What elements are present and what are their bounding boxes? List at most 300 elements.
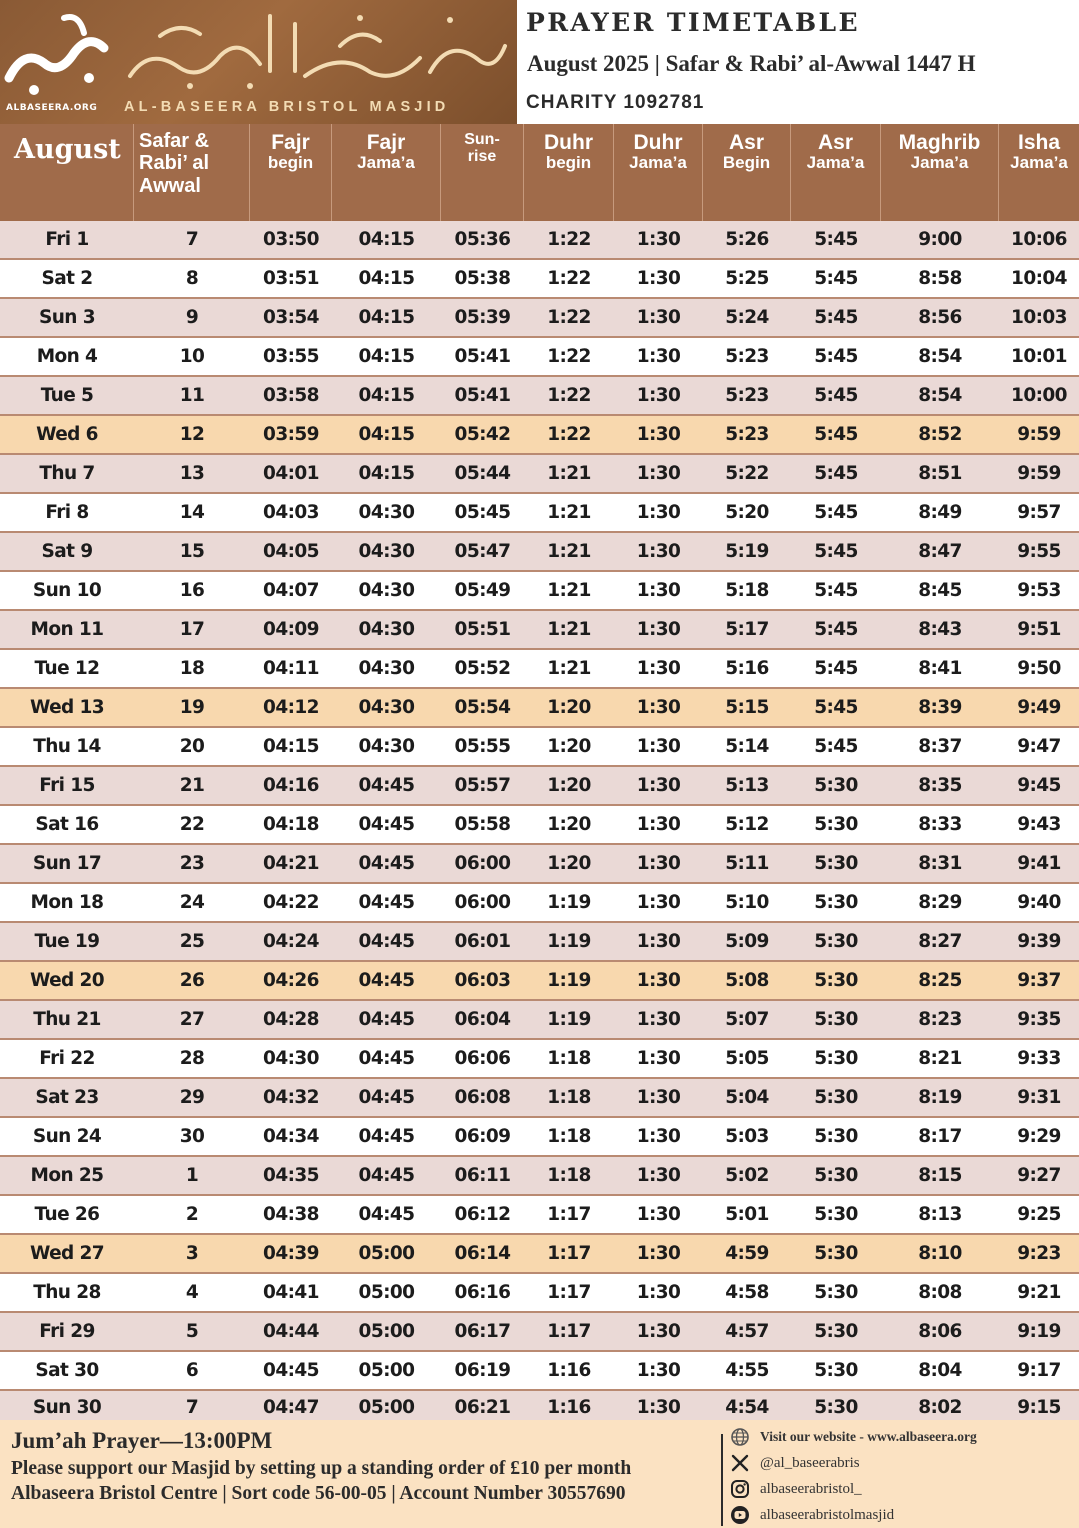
cell-sunrise: 05:58 (454, 814, 511, 835)
cell-duhr-jamaa: 1:30 (636, 1009, 681, 1030)
cell-asr-begin: 5:02 (725, 1165, 769, 1186)
cell-sunrise: 05:42 (454, 424, 511, 445)
column-header-duhr-begin: Duhr begin (524, 124, 614, 221)
cell-fajr-begin: 03:55 (263, 346, 319, 367)
cell-duhr-jamaa: 1:30 (636, 385, 681, 406)
cell-asr-jamaa: 5:45 (814, 424, 858, 445)
cell-maghrib-jamaa: 8:27 (918, 931, 962, 952)
cell-hijri-date: 7 (185, 229, 199, 250)
cell-maghrib-jamaa: 8:15 (918, 1165, 962, 1186)
cell-isha-jamaa: 9:17 (1017, 1360, 1061, 1381)
cell-hijri-date: 16 (179, 580, 205, 601)
donation-appeal: Please support our Masjid by setting up a standing order of £10 per month (11, 1458, 632, 1479)
cell-duhr-jamaa: 1:30 (636, 931, 681, 952)
cell-fajr-begin: 04:01 (263, 463, 319, 484)
cell-day: Wed 27 (29, 1243, 105, 1264)
cell-asr-begin: 4:59 (725, 1243, 769, 1264)
cell-asr-begin: 5:01 (725, 1204, 769, 1225)
cell-fajr-jamaa: 04:45 (358, 970, 415, 991)
cell-asr-jamaa: 5:30 (814, 1126, 858, 1147)
column-header-month: August (0, 124, 134, 221)
page-subtitle: August 2025 | Safar & Rabi’ al-Awwal 1447 H (527, 51, 976, 76)
cell-fajr-jamaa: 04:45 (358, 1204, 415, 1225)
cell-sunrise: 06:12 (454, 1204, 511, 1225)
cell-sunrise: 06:00 (454, 853, 511, 874)
cell-duhr-begin: 1:22 (547, 307, 591, 328)
cell-fajr-jamaa: 05:00 (358, 1282, 415, 1303)
cell-sunrise: 05:55 (454, 736, 511, 757)
youtube-icon (730, 1505, 750, 1525)
cell-maghrib-jamaa: 8:52 (918, 424, 962, 445)
cell-duhr-begin: 1:18 (547, 1087, 591, 1108)
cell-fajr-begin: 04:44 (263, 1321, 319, 1342)
cell-duhr-begin: 1:20 (547, 697, 591, 718)
cell-duhr-jamaa: 1:30 (636, 619, 681, 640)
cell-asr-jamaa: 5:30 (814, 1204, 858, 1225)
cell-fajr-begin: 04:24 (263, 931, 319, 952)
cell-asr-jamaa: 5:45 (814, 268, 858, 289)
table-row (0, 377, 1079, 416)
cell-hijri-date: 19 (179, 697, 205, 718)
cell-isha-jamaa: 10:03 (1011, 307, 1067, 328)
cell-isha-jamaa: 9:29 (1017, 1126, 1061, 1147)
cell-duhr-jamaa: 1:30 (636, 502, 681, 523)
cell-sunrise: 06:14 (454, 1243, 511, 1264)
cell-day: Sun 3 (39, 307, 95, 328)
cell-fajr-begin: 04:03 (263, 502, 319, 523)
cell-duhr-jamaa: 1:30 (636, 1360, 681, 1381)
table-row (0, 221, 1079, 260)
cell-asr-jamaa: 5:30 (814, 1009, 858, 1030)
cell-duhr-begin: 1:16 (547, 1397, 591, 1418)
table-row (0, 260, 1079, 299)
footer-info (11, 1428, 631, 1505)
cell-fajr-begin: 03:50 (263, 229, 319, 250)
cell-asr-begin: 4:55 (725, 1360, 769, 1381)
cell-asr-begin: 5:08 (725, 970, 769, 991)
cell-hijri-date: 5 (185, 1321, 199, 1342)
cell-duhr-begin: 1:22 (547, 229, 591, 250)
cell-hijri-date: 13 (179, 463, 205, 484)
cell-maghrib-jamaa: 8:02 (918, 1397, 962, 1418)
cell-fajr-begin: 04:45 (263, 1360, 319, 1381)
cell-asr-jamaa: 5:30 (814, 1282, 858, 1303)
cell-duhr-jamaa: 1:30 (636, 1204, 681, 1225)
cell-sunrise: 05:41 (454, 346, 511, 367)
cell-duhr-jamaa: 1:30 (636, 1282, 681, 1303)
cell-hijri-date: 14 (179, 502, 205, 523)
cell-day: Sun 10 (32, 580, 102, 601)
cell-duhr-begin: 1:22 (547, 424, 591, 445)
cell-asr-begin: 5:13 (725, 775, 769, 796)
cell-asr-begin: 5:24 (725, 307, 769, 328)
cell-maghrib-jamaa: 8:49 (918, 502, 962, 523)
cell-day: Fri 22 (39, 1048, 95, 1069)
cell-duhr-jamaa: 1:30 (636, 736, 681, 757)
cell-asr-begin: 5:04 (725, 1087, 769, 1108)
cell-duhr-jamaa: 1:30 (636, 892, 681, 913)
cell-fajr-begin: 04:16 (263, 775, 319, 796)
cell-fajr-begin: 04:07 (263, 580, 319, 601)
cell-fajr-jamaa: 04:15 (358, 268, 415, 289)
cell-isha-jamaa: 9:40 (1017, 892, 1061, 913)
instagram-link[interactable] (730, 1476, 1075, 1502)
cell-fajr-jamaa: 04:45 (358, 892, 415, 913)
cell-fajr-begin: 03:54 (263, 307, 319, 328)
cell-duhr-jamaa: 1:30 (636, 1087, 681, 1108)
cell-hijri-date: 29 (179, 1087, 205, 1108)
table-row (0, 806, 1079, 845)
cell-day: Sun 30 (32, 1397, 102, 1418)
cell-maghrib-jamaa: 8:51 (918, 463, 962, 484)
x-icon (730, 1453, 750, 1473)
cell-duhr-jamaa: 1:30 (636, 346, 681, 367)
cell-hijri-date: 10 (179, 346, 205, 367)
table-row (0, 884, 1079, 923)
cell-fajr-jamaa: 04:45 (358, 1009, 415, 1030)
footer-divider (721, 1434, 723, 1526)
cell-fajr-jamaa: 04:15 (358, 307, 415, 328)
cell-asr-jamaa: 5:45 (814, 580, 858, 601)
cell-hijri-date: 8 (185, 268, 199, 289)
cell-isha-jamaa: 9:51 (1017, 619, 1061, 640)
cell-duhr-begin: 1:17 (547, 1282, 591, 1303)
cell-isha-jamaa: 9:43 (1017, 814, 1061, 835)
cell-isha-jamaa: 9:41 (1017, 853, 1061, 874)
cell-duhr-begin: 1:20 (547, 775, 591, 796)
cell-fajr-jamaa: 04:45 (358, 775, 415, 796)
cell-asr-begin: 5:23 (725, 424, 769, 445)
prayer-timetable (0, 124, 1079, 1426)
table-row (0, 1079, 1079, 1118)
cell-sunrise: 05:41 (454, 385, 511, 406)
cell-fajr-jamaa: 04:30 (358, 541, 415, 562)
cell-hijri-date: 18 (179, 658, 205, 679)
cell-isha-jamaa: 10:06 (1011, 229, 1067, 250)
table-row (0, 650, 1079, 689)
cell-day: Sat 9 (41, 541, 93, 562)
social-links (730, 1424, 1075, 1528)
cell-day: Sat 23 (35, 1087, 99, 1108)
cell-isha-jamaa: 9:49 (1017, 697, 1061, 718)
table-row (0, 611, 1079, 650)
table-row (0, 533, 1079, 572)
cell-isha-jamaa: 10:01 (1011, 346, 1067, 367)
cell-duhr-jamaa: 1:30 (636, 268, 681, 289)
cell-duhr-begin: 1:16 (547, 1360, 591, 1381)
cell-isha-jamaa: 9:45 (1017, 775, 1061, 796)
cell-fajr-begin: 03:58 (263, 385, 319, 406)
cell-maghrib-jamaa: 8:45 (918, 580, 962, 601)
cell-fajr-begin: 04:28 (263, 1009, 319, 1030)
table-row (0, 923, 1079, 962)
cell-duhr-begin: 1:19 (547, 1009, 591, 1030)
cell-asr-jamaa: 5:30 (814, 814, 858, 835)
cell-isha-jamaa: 9:57 (1017, 502, 1061, 523)
cell-duhr-begin: 1:21 (547, 541, 591, 562)
cell-sunrise: 05:38 (454, 268, 511, 289)
cell-maghrib-jamaa: 8:29 (918, 892, 962, 913)
cell-maghrib-jamaa: 8:25 (918, 970, 962, 991)
cell-asr-jamaa: 5:30 (814, 775, 858, 796)
cell-asr-begin: 5:11 (725, 853, 769, 874)
cell-day: Thu 21 (33, 1009, 101, 1030)
cell-fajr-jamaa: 04:30 (358, 697, 415, 718)
cell-hijri-date: 4 (185, 1282, 199, 1303)
table-row (0, 689, 1079, 728)
cell-hijri-date: 9 (185, 307, 199, 328)
cell-maghrib-jamaa: 8:58 (918, 268, 962, 289)
cell-day: Fri 1 (45, 229, 89, 250)
column-header-sunrise: Sun- rise (441, 124, 524, 221)
cell-asr-jamaa: 5:45 (814, 385, 858, 406)
cell-duhr-begin: 1:19 (547, 931, 591, 952)
cell-maghrib-jamaa: 8:13 (918, 1204, 962, 1225)
page-title: PRAYER TIMETABLE (526, 8, 860, 37)
cell-fajr-begin: 04:22 (263, 892, 319, 913)
title-panel (517, 0, 1079, 124)
cell-sunrise: 06:11 (454, 1165, 511, 1186)
cell-day: Wed 20 (29, 970, 105, 991)
cell-isha-jamaa: 9:27 (1017, 1165, 1061, 1186)
cell-fajr-jamaa: 05:00 (358, 1243, 415, 1264)
cell-asr-begin: 5:17 (725, 619, 769, 640)
cell-hijri-date: 2 (185, 1204, 199, 1225)
table-row (0, 1040, 1079, 1079)
cell-maghrib-jamaa: 8:31 (918, 853, 962, 874)
cell-isha-jamaa: 9:55 (1017, 541, 1061, 562)
table-row (0, 1157, 1079, 1196)
column-header-maghrib-jamaa: Maghrib Jama’a (881, 124, 999, 221)
cell-day: Mon 18 (30, 892, 104, 913)
cell-sunrise: 06:21 (454, 1397, 511, 1418)
bank-details: Albaseera Bristol Centre | Sort code 56-00-05 | Account Number 30557690 (11, 1483, 626, 1504)
cell-asr-begin: 5:03 (725, 1126, 769, 1147)
cell-day: Sun 24 (32, 1126, 102, 1147)
cell-hijri-date: 6 (185, 1360, 199, 1381)
cell-isha-jamaa: 9:53 (1017, 580, 1061, 601)
cell-duhr-jamaa: 1:30 (636, 424, 681, 445)
cell-sunrise: 05:49 (454, 580, 511, 601)
cell-isha-jamaa: 9:59 (1017, 463, 1061, 484)
cell-fajr-jamaa: 05:00 (358, 1360, 415, 1381)
cell-duhr-begin: 1:20 (547, 814, 591, 835)
x-handle: @al_baseerabris (760, 1454, 860, 1471)
cell-hijri-date: 25 (179, 931, 205, 952)
cell-fajr-begin: 04:41 (263, 1282, 319, 1303)
cell-duhr-begin: 1:17 (547, 1243, 591, 1264)
cell-isha-jamaa: 9:21 (1017, 1282, 1061, 1303)
x-link[interactable] (730, 1450, 1075, 1476)
cell-fajr-jamaa: 04:45 (358, 1165, 415, 1186)
cell-duhr-begin: 1:21 (547, 463, 591, 484)
cell-asr-begin: 5:16 (725, 658, 769, 679)
cell-sunrise: 06:16 (454, 1282, 511, 1303)
arabic-logo-mark-icon (4, 8, 116, 98)
cell-fajr-jamaa: 04:15 (358, 346, 415, 367)
cell-asr-begin: 5:20 (725, 502, 769, 523)
cell-duhr-begin: 1:19 (547, 892, 591, 913)
cell-duhr-begin: 1:21 (547, 658, 591, 679)
column-header-isha-jamaa: Isha Jama’a (1010, 131, 1068, 173)
cell-asr-jamaa: 5:30 (814, 970, 858, 991)
cell-asr-begin: 5:05 (725, 1048, 769, 1069)
cell-sunrise: 06:01 (454, 931, 511, 952)
cell-hijri-date: 12 (179, 424, 205, 445)
instagram-icon (730, 1479, 750, 1499)
cell-asr-begin: 5:19 (725, 541, 769, 562)
cell-isha-jamaa: 9:25 (1017, 1204, 1061, 1225)
cell-maghrib-jamaa: 8:08 (918, 1282, 962, 1303)
cell-duhr-jamaa: 1:30 (636, 775, 681, 796)
cell-asr-begin: 5:18 (725, 580, 769, 601)
table-row (0, 1118, 1079, 1157)
cell-duhr-begin: 1:19 (547, 970, 591, 991)
cell-fajr-begin: 04:11 (263, 658, 319, 679)
cell-day: Wed 13 (29, 697, 105, 718)
cell-fajr-begin: 04:39 (263, 1243, 319, 1264)
cell-maghrib-jamaa: 8:54 (918, 346, 962, 367)
table-row (0, 338, 1079, 377)
cell-fajr-jamaa: 04:15 (358, 385, 415, 406)
cell-asr-jamaa: 5:45 (814, 736, 858, 757)
cell-isha-jamaa: 9:37 (1017, 970, 1061, 991)
footer (0, 1420, 1079, 1528)
instagram-handle: albaseerabristol_ (760, 1480, 862, 1497)
cell-day: Fri 8 (45, 502, 89, 523)
cell-sunrise: 05:51 (454, 619, 511, 640)
table-row (0, 845, 1079, 884)
cell-fajr-jamaa: 04:15 (358, 463, 415, 484)
table-row (0, 494, 1079, 533)
cell-fajr-jamaa: 04:45 (358, 814, 415, 835)
cell-duhr-jamaa: 1:30 (636, 658, 681, 679)
cell-sunrise: 05:36 (454, 229, 511, 250)
cell-day: Sat 2 (41, 268, 93, 289)
cell-asr-begin: 5:09 (725, 931, 769, 952)
cell-sunrise: 06:19 (454, 1360, 511, 1381)
cell-sunrise: 05:52 (454, 658, 511, 679)
cell-fajr-jamaa: 04:30 (358, 658, 415, 679)
cell-fajr-begin: 04:15 (263, 736, 319, 757)
cell-asr-jamaa: 5:45 (814, 307, 858, 328)
cell-isha-jamaa: 9:19 (1017, 1321, 1061, 1342)
cell-fajr-jamaa: 05:00 (358, 1397, 415, 1418)
website-link[interactable] (730, 1424, 1075, 1450)
cell-asr-begin: 4:54 (725, 1397, 769, 1418)
table-row (0, 572, 1079, 611)
cell-duhr-begin: 1:22 (547, 268, 591, 289)
cell-day: Thu 28 (33, 1282, 101, 1303)
cell-asr-jamaa: 5:30 (814, 1087, 858, 1108)
cell-hijri-date: 26 (179, 970, 205, 991)
cell-asr-begin: 5:25 (725, 268, 769, 289)
cell-duhr-begin: 1:20 (547, 853, 591, 874)
cell-fajr-begin: 04:38 (263, 1204, 319, 1225)
cell-asr-jamaa: 5:45 (814, 229, 858, 250)
cell-isha-jamaa: 9:35 (1017, 1009, 1061, 1030)
cell-asr-jamaa: 5:30 (814, 1165, 858, 1186)
cell-hijri-date: 1 (185, 1165, 199, 1186)
cell-asr-jamaa: 5:30 (814, 1397, 858, 1418)
cell-day: Fri 29 (39, 1321, 95, 1342)
cell-hijri-date: 23 (179, 853, 205, 874)
cell-isha-jamaa: 9:39 (1017, 931, 1061, 952)
cell-sunrise: 05:54 (454, 697, 511, 718)
cell-duhr-jamaa: 1:30 (636, 814, 681, 835)
cell-duhr-jamaa: 1:30 (636, 1048, 681, 1069)
cell-day: Thu 14 (33, 736, 101, 757)
cell-duhr-jamaa: 1:30 (636, 229, 681, 250)
cell-asr-begin: 5:22 (725, 463, 769, 484)
cell-sunrise: 05:45 (454, 502, 511, 523)
cell-duhr-begin: 1:22 (547, 346, 591, 367)
cell-asr-jamaa: 5:30 (814, 1243, 858, 1264)
cell-duhr-begin: 1:18 (547, 1048, 591, 1069)
cell-hijri-date: 17 (179, 619, 205, 640)
cell-maghrib-jamaa: 8:35 (918, 775, 962, 796)
cell-day: Sun 17 (32, 853, 102, 874)
table-row (0, 1001, 1079, 1040)
cell-sunrise: 06:03 (454, 970, 511, 991)
cell-isha-jamaa: 9:23 (1017, 1243, 1061, 1264)
logo-panel (0, 0, 517, 124)
cell-duhr-begin: 1:18 (547, 1165, 591, 1186)
cell-asr-begin: 5:23 (725, 346, 769, 367)
table-row (0, 728, 1079, 767)
cell-hijri-date: 24 (179, 892, 205, 913)
cell-fajr-begin: 04:47 (263, 1397, 319, 1418)
cell-day: Thu 7 (39, 463, 95, 484)
cell-maghrib-jamaa: 8:33 (918, 814, 962, 835)
table-row (0, 1235, 1079, 1274)
cell-isha-jamaa: 9:59 (1017, 424, 1061, 445)
cell-sunrise: 05:39 (454, 307, 511, 328)
youtube-link[interactable] (730, 1502, 1075, 1528)
cell-fajr-begin: 04:18 (263, 814, 319, 835)
cell-fajr-begin: 04:26 (263, 970, 319, 991)
cell-fajr-jamaa: 04:45 (358, 853, 415, 874)
table-row (0, 416, 1079, 455)
cell-maghrib-jamaa: 8:41 (918, 658, 962, 679)
cell-fajr-begin: 04:21 (263, 853, 319, 874)
cell-sunrise: 06:06 (454, 1048, 511, 1069)
cell-duhr-jamaa: 1:30 (636, 697, 681, 718)
column-header-hijri: Safar & Rabi’ al Awwal (134, 124, 250, 221)
cell-maghrib-jamaa: 8:54 (918, 385, 962, 406)
cell-maghrib-jamaa: 8:56 (918, 307, 962, 328)
cell-isha-jamaa: 9:33 (1017, 1048, 1061, 1069)
column-header-duhr-jamaa: Duhr Jama’a (614, 124, 703, 221)
cell-asr-jamaa: 5:45 (814, 346, 858, 367)
cell-asr-jamaa: 5:30 (814, 853, 858, 874)
table-row (0, 1313, 1079, 1352)
cell-asr-jamaa: 5:45 (814, 463, 858, 484)
cell-duhr-jamaa: 1:30 (636, 580, 681, 601)
table-header (0, 124, 1079, 221)
cell-asr-begin: 5:14 (725, 736, 769, 757)
cell-hijri-date: 15 (179, 541, 205, 562)
cell-sunrise: 06:04 (454, 1009, 511, 1030)
cell-hijri-date: 21 (179, 775, 205, 796)
cell-day: Mon 25 (30, 1165, 104, 1186)
cell-maghrib-jamaa: 8:04 (918, 1360, 962, 1381)
table-row (0, 455, 1079, 494)
cell-sunrise: 05:44 (454, 463, 511, 484)
cell-isha-jamaa: 10:04 (1011, 268, 1067, 289)
table-row (0, 1352, 1079, 1391)
table-row (0, 1196, 1079, 1235)
